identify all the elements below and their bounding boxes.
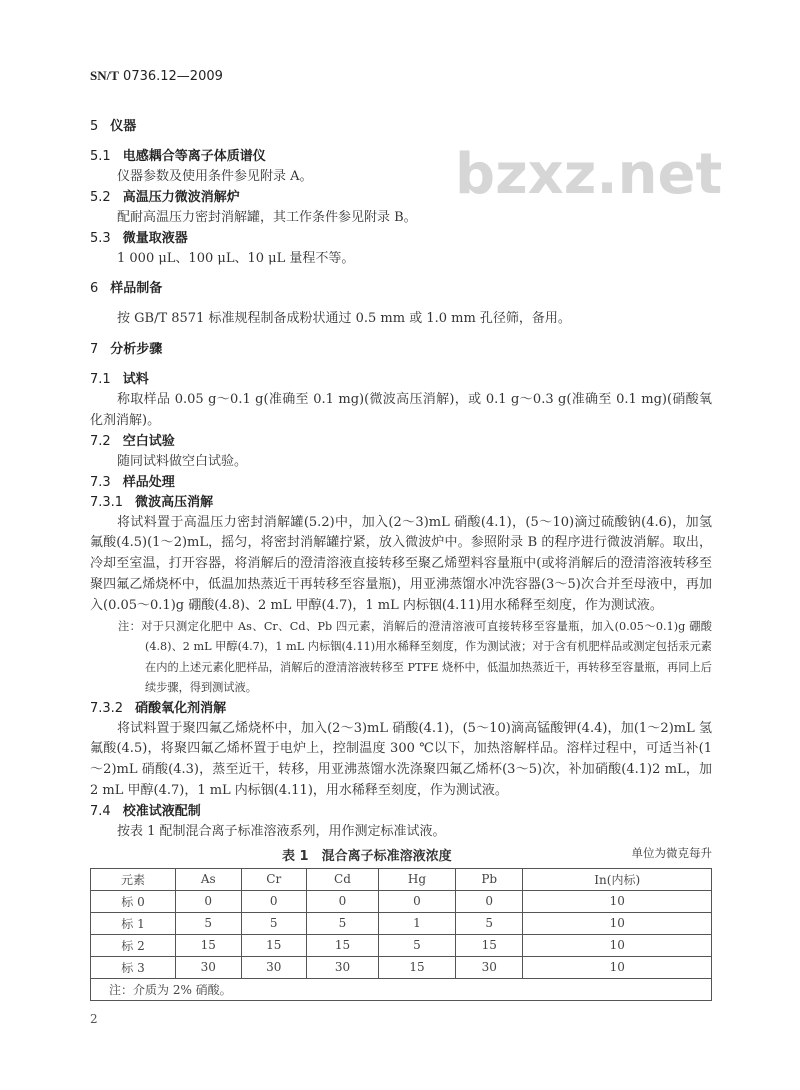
table-cell: 1 — [378, 912, 455, 934]
section-7-3-1-text: 将试料置于高温压力密封消解罐(5.2)中，加入(2～3)mL 硝酸(4.1)，(5～10)滴过硫酸钠(4.6)，加氢氟酸(4.5)(1～2)mL，摇匀，将密封消解罐拧紧，放入微波炉中。参照附录 B 的程序进行微波消解。取出，冷却至室温，打开容器，将消解后的澄清溶液直接转移至聚乙烯塑料容量瓶中(或将消解后的澄清溶液转移至聚四氟乙烯烧杯中，低温加热蒸近干再转移至容量瓶)，用亚沸蒸馏水冲洗容器(3～5)次合并至母液中，再加入(0.05～0.1)g 硼酸(4.8)、2 mL 甲醇(4.7)，1 mL 内标铟(4.11)用水稀释至刻度，作为测试液。 — [90, 514, 712, 613]
header-cell: Hg — [378, 868, 455, 890]
header-cell: Cd — [307, 868, 379, 890]
section-title: 仪器 — [110, 119, 137, 134]
table-cell: 标 2 — [91, 934, 176, 956]
table-cell: 0 — [378, 890, 455, 912]
table-cell: 5 — [176, 912, 242, 934]
section-5-1-heading — [90, 147, 712, 167]
section-title: 高温压力微波消解炉 — [122, 189, 240, 205]
section-number: 7.3.1 — [90, 494, 124, 510]
standard-code-header — [90, 68, 223, 84]
section-5-2-heading — [90, 188, 712, 208]
table-cell: 30 — [176, 956, 242, 978]
section-number: 7.2 — [90, 433, 111, 449]
table-cell: 15 — [378, 956, 455, 978]
section-title: 微量取液器 — [122, 230, 188, 246]
section-number: 7.3.2 — [90, 700, 124, 716]
table-cell: 15 — [176, 934, 242, 956]
section-title: 空白试验 — [122, 433, 175, 449]
section-title: 校准试液配制 — [122, 803, 201, 819]
section-title: 试料 — [122, 372, 149, 388]
section-title: 微波高压消解 — [135, 494, 214, 510]
section-title: 分析步骤 — [110, 342, 163, 358]
table-cell: 标 0 — [91, 890, 176, 912]
table-cell: 30 — [307, 956, 379, 978]
table-cell: 30 — [456, 956, 523, 978]
table-row — [91, 912, 712, 934]
section-5-3-heading — [90, 229, 712, 249]
section-number: 5.3 — [90, 230, 111, 246]
table-cell: 10 — [523, 912, 712, 934]
table-unit: 单位为微克每升 — [631, 845, 712, 860]
section-number: 5.1 — [90, 149, 111, 164]
section-7-1-text: 称取样品 0.05 g～0.1 g(准确至 0.1 mg)(微波高压消解)，或 0.1 g～0.3 g(准确至 0.1 mg)(硝酸氧化剂消解)。 — [90, 392, 712, 428]
section-number: 7 — [90, 342, 99, 358]
concentration-table — [90, 868, 712, 1001]
table-caption-row — [90, 845, 712, 865]
section-title: 电感耦合等离子体质谱仪 — [122, 149, 266, 164]
section-5-2-text: 配耐高温压力密封消解罐，其工作条件参见附录 B。 — [117, 209, 417, 225]
section-6-heading — [90, 279, 712, 299]
table-note-row — [91, 978, 712, 1000]
header-cell: 元素 — [91, 868, 176, 890]
table-row — [91, 956, 712, 978]
table-cell: 15 — [307, 934, 379, 956]
table-caption: 表 1 混合离子标准溶液浓度 — [282, 848, 452, 864]
section-7-4-text: 按表 1 配制混合离子标准溶液系列，用作测定标准试液。 — [117, 823, 446, 839]
table-header-row — [91, 868, 712, 890]
table-cell: 10 — [523, 890, 712, 912]
section-5-heading — [90, 117, 712, 137]
section-5-1-text: 仪器参数及使用条件参见附录 A。 — [117, 169, 313, 184]
header-number: 0736.12—2009 — [123, 69, 223, 84]
table-cell: 15 — [241, 934, 307, 956]
table-cell: 0 — [176, 890, 242, 912]
section-number: 5 — [90, 119, 99, 134]
table-row — [91, 934, 712, 956]
section-7-heading — [90, 340, 712, 360]
section-title: 样品处理 — [122, 474, 175, 490]
header-cell: Cr — [241, 868, 307, 890]
table-cell: 10 — [523, 956, 712, 978]
header-cell: In(内标) — [523, 868, 712, 890]
section-7-3-1-note: 注：对于只测定化肥中 As、Cr、Cd、Pb 四元素，消解后的澄清溶液可直接转移至容量瓶，加入(0.05～0.1)g 硼酸(4.8)、2 mL 甲醇(4.7)，1 mL 内标铟(4.11)用水稀释至刻度，作为测试液；对于含有机肥样品或测定包括汞元素在内的上述元素化肥样品，消解后的澄清溶液转移至 PTFE 烧杯中，低温加热蒸近干，再转移至容量瓶，再同上后续步骤，得到测试液。 — [118, 619, 712, 695]
section-7-3-2-text: 将试料置于聚四氟乙烯烧杯中，加入(2～3)mL 硝酸(4.1)，(5～10)滴高锰酸钾(4.4)，加(1～2)mL 氢氟酸(4.5)，将聚四氟乙烯杯置于电炉上，控制温度 300 ℃以下，加热溶解样品。溶样过程中，可适当补(1～2)mL 硝酸(4.3)，蒸至近干，转移，用亚沸蒸馏水洗涤聚四氟乙烯杯(3～5)次，补加硝酸(4.1)2 mL，加 2 mL 甲醇(4.7)，1 mL 内标铟(4.11)，用水稀释至刻度，作为测试液。 — [90, 720, 712, 798]
section-7-3-1-heading — [90, 493, 712, 513]
table-cell: 0 — [456, 890, 523, 912]
section-number: 7.4 — [90, 803, 111, 819]
section-title: 硝酸氧化剂消解 — [135, 700, 227, 716]
section-6-text: 按 GB/T 8571 标准规程制备成粉状通过 0.5 mm 或 1.0 mm 孔径筛，备用。 — [117, 311, 571, 327]
table-cell: 标 3 — [91, 956, 176, 978]
table-cell: 0 — [307, 890, 379, 912]
section-title: 样品制备 — [110, 281, 163, 297]
table-note: 注：介质为 2% 硝酸。 — [91, 978, 712, 1000]
table-cell: 5 — [378, 934, 455, 956]
table-cell: 15 — [456, 934, 523, 956]
table-cell: 标 1 — [91, 912, 176, 934]
table-cell: 5 — [307, 912, 379, 934]
header-code: SN/T — [90, 68, 119, 83]
section-7-2-text: 随同试料做空白试验。 — [117, 453, 248, 469]
header-cell: As — [176, 868, 242, 890]
section-number: 6 — [90, 281, 99, 297]
page-number: 2 — [90, 1011, 98, 1026]
section-7-3-2-heading — [90, 699, 712, 719]
section-7-1-heading — [90, 370, 712, 390]
section-7-3-heading — [90, 473, 712, 493]
table-cell: 0 — [241, 890, 307, 912]
table-row — [91, 890, 712, 912]
section-number: 7.1 — [90, 372, 111, 388]
table-cell: 5 — [456, 912, 523, 934]
section-5-3-text: 1 000 μL、100 μL、10 μL 量程不等。 — [117, 250, 355, 266]
header-cell: Pb — [456, 868, 523, 890]
table-cell: 5 — [241, 912, 307, 934]
section-number: 7.3 — [90, 474, 111, 490]
table-cell: 30 — [241, 956, 307, 978]
section-7-4-heading — [90, 802, 712, 822]
table-cell: 10 — [523, 934, 712, 956]
watermark: bzxz.net — [455, 142, 723, 207]
section-number: 5.2 — [90, 189, 111, 205]
section-7-2-heading — [90, 432, 712, 452]
